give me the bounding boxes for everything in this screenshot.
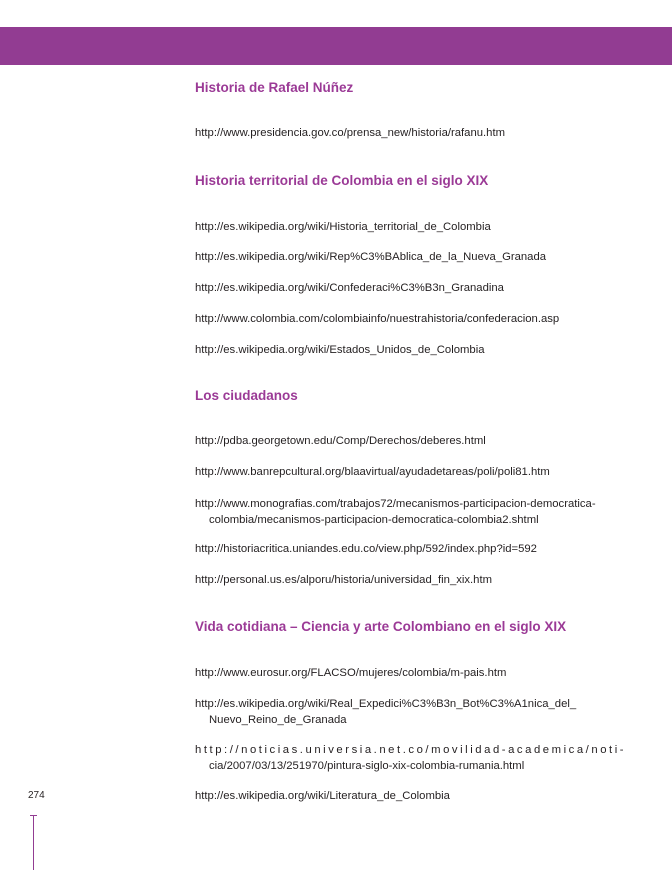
reference-link[interactable]: http://es.wikipedia.org/wiki/Historia_territorial_de_Colombia	[195, 221, 491, 233]
reference-link[interactable]: http://pdba.georgetown.edu/Comp/Derechos/deberes.html	[195, 435, 486, 447]
page-marker-line	[33, 815, 34, 870]
link-line: colombia/mecanismos-participacion-democratica-colombia2.shtml	[209, 514, 539, 526]
header-band	[0, 27, 672, 65]
reference-link-multiline[interactable]	[195, 496, 605, 528]
section-title: Los ciudadanos	[195, 388, 298, 403]
reference-link[interactable]: http://www.presidencia.gov.co/prensa_new/historia/rafanu.htm	[195, 127, 505, 139]
link-line: http://noticias.universia.net.co/movilidad-academica/noti-	[195, 744, 627, 756]
section-title: Historia de Rafael Núñez	[195, 80, 354, 95]
link-line: http://www.monografias.com/trabajos72/mecanismos-participacion-democratica-	[195, 498, 596, 510]
reference-link[interactable]: http://es.wikipedia.org/wiki/Estados_Unidos_de_Colombia	[195, 344, 485, 356]
reference-link-multiline[interactable]	[195, 696, 605, 728]
section-title: Historia territorial de Colombia en el siglo XIX	[195, 173, 489, 188]
reference-link[interactable]: http://historiacritica.uniandes.edu.co/view.php/592/index.php?id=592	[195, 543, 537, 555]
reference-link[interactable]: http://es.wikipedia.org/wiki/Confederaci%C3%B3n_Granadina	[195, 282, 504, 294]
link-line: http://es.wikipedia.org/wiki/Real_Expedici%C3%B3n_Bot%C3%A1nica_del_	[195, 698, 577, 710]
page-number: 274	[28, 790, 45, 801]
link-line: Nuevo_Reino_de_Granada	[209, 714, 347, 726]
reference-link-multiline[interactable]	[195, 742, 627, 774]
section-title: Vida cotidiana – Ciencia y arte Colombiano en el siglo XIX	[195, 619, 567, 634]
reference-link[interactable]: http://es.wikipedia.org/wiki/Rep%C3%BAblica_de_la_Nueva_Granada	[195, 251, 547, 263]
reference-link[interactable]: http://www.eurosur.org/FLACSO/mujeres/colombia/m-pais.htm	[195, 667, 507, 679]
link-line: cia/2007/03/13/251970/pintura-siglo-xix-colombia-rumania.html	[209, 760, 525, 772]
reference-link[interactable]: http://es.wikipedia.org/wiki/Literatura_de_Colombia	[195, 790, 450, 802]
reference-link[interactable]: http://personal.us.es/alporu/historia/universidad_fin_xix.htm	[195, 574, 493, 586]
reference-link[interactable]: http://www.colombia.com/colombiainfo/nuestrahistoria/confederacion.asp	[195, 313, 560, 325]
reference-link[interactable]: http://www.banrepcultural.org/blaavirtual/ayudadetareas/poli/poli81.htm	[195, 466, 550, 478]
